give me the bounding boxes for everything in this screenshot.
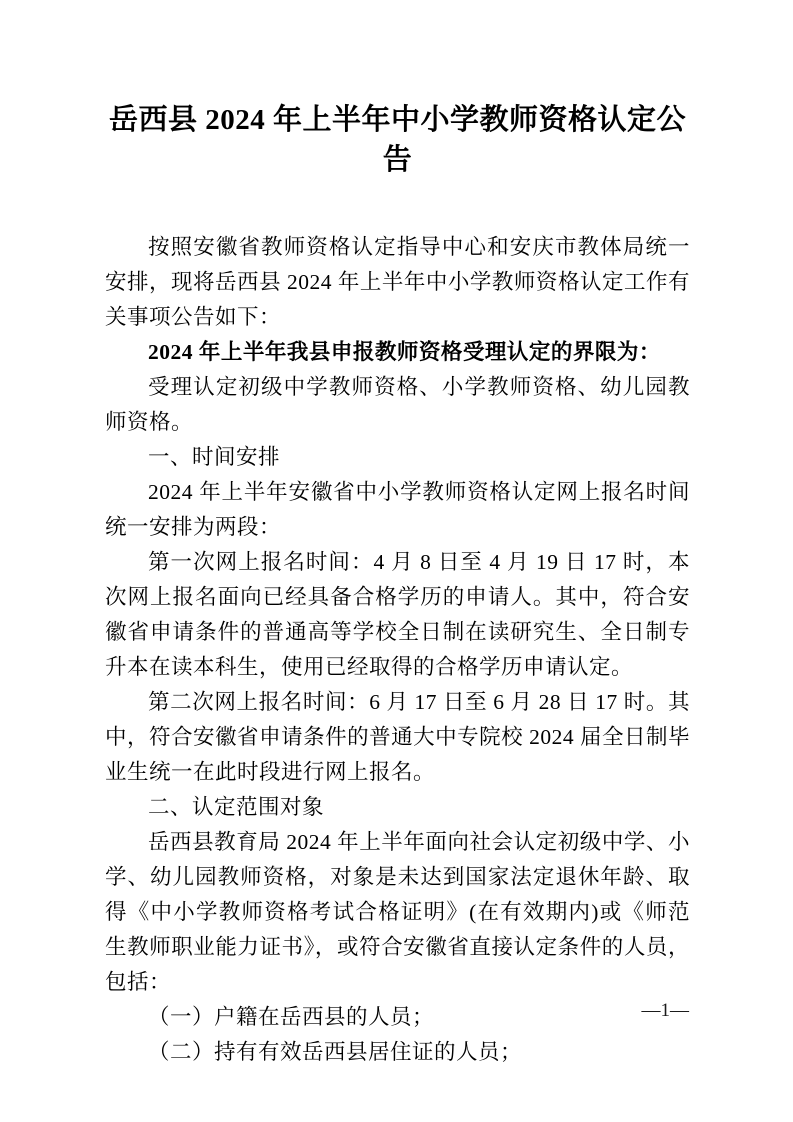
document-title: 岳西县 2024 年上半年中小学教师资格认定公告 (108, 104, 686, 176)
paragraph: 受理认定初级中学教师资格、小学教师资格、幼儿园教师资格。 (105, 375, 690, 434)
paragraph: 2024 年上半年我县申报教师资格受理认定的界限为： (148, 340, 661, 364)
paragraph: 第二次网上报名时间：6 月 17 日至 6 月 28 日 17 时。其中，符合安徽省申请条件的普通大中专院校 2024 届全日制毕业生统一在此时段进行网上报名。 (105, 690, 690, 784)
paragraph: （二）持有有效岳西县居住证的人员； (148, 1040, 523, 1064)
document-body (105, 230, 690, 1070)
paragraph: 第一次网上报名时间：4 月 8 日至 4 月 19 日 17 时，本次网上报名面向已经具备合格学历的申请人。其中，符合安徽省申请条件的普通高等学校全日制在读研究生、全日制专升本在读本科生，使用已经取得的合格学历申请认定。 (105, 550, 690, 679)
paragraph: 按照安徽省教师资格认定指导中心和安庆市教体局统一安排，现将岳西县 2024 年上半年中小学教师资格认定工作有关事项公告如下： (105, 235, 690, 329)
page-number: —1— (641, 1000, 689, 1021)
paragraph: （一）户籍在岳西县的人员； (148, 1005, 435, 1029)
paragraph: 岳西县教育局 2024 年上半年面向社会认定初级中学、小学、幼儿园教师资格，对象是未达到国家法定退休年龄、取得《中小学教师资格考试合格证明》(在有效期内)或《师范生教师职业能力证书》，或符合安徽省直接认定条件的人员，包括： (105, 830, 690, 994)
paragraph: 二、认定范围对象 (148, 795, 325, 819)
paragraph: 2024 年上半年安徽省中小学教师资格认定网上报名时间统一安排为两段： (105, 480, 690, 539)
paragraph: 一、时间安排 (148, 445, 281, 469)
